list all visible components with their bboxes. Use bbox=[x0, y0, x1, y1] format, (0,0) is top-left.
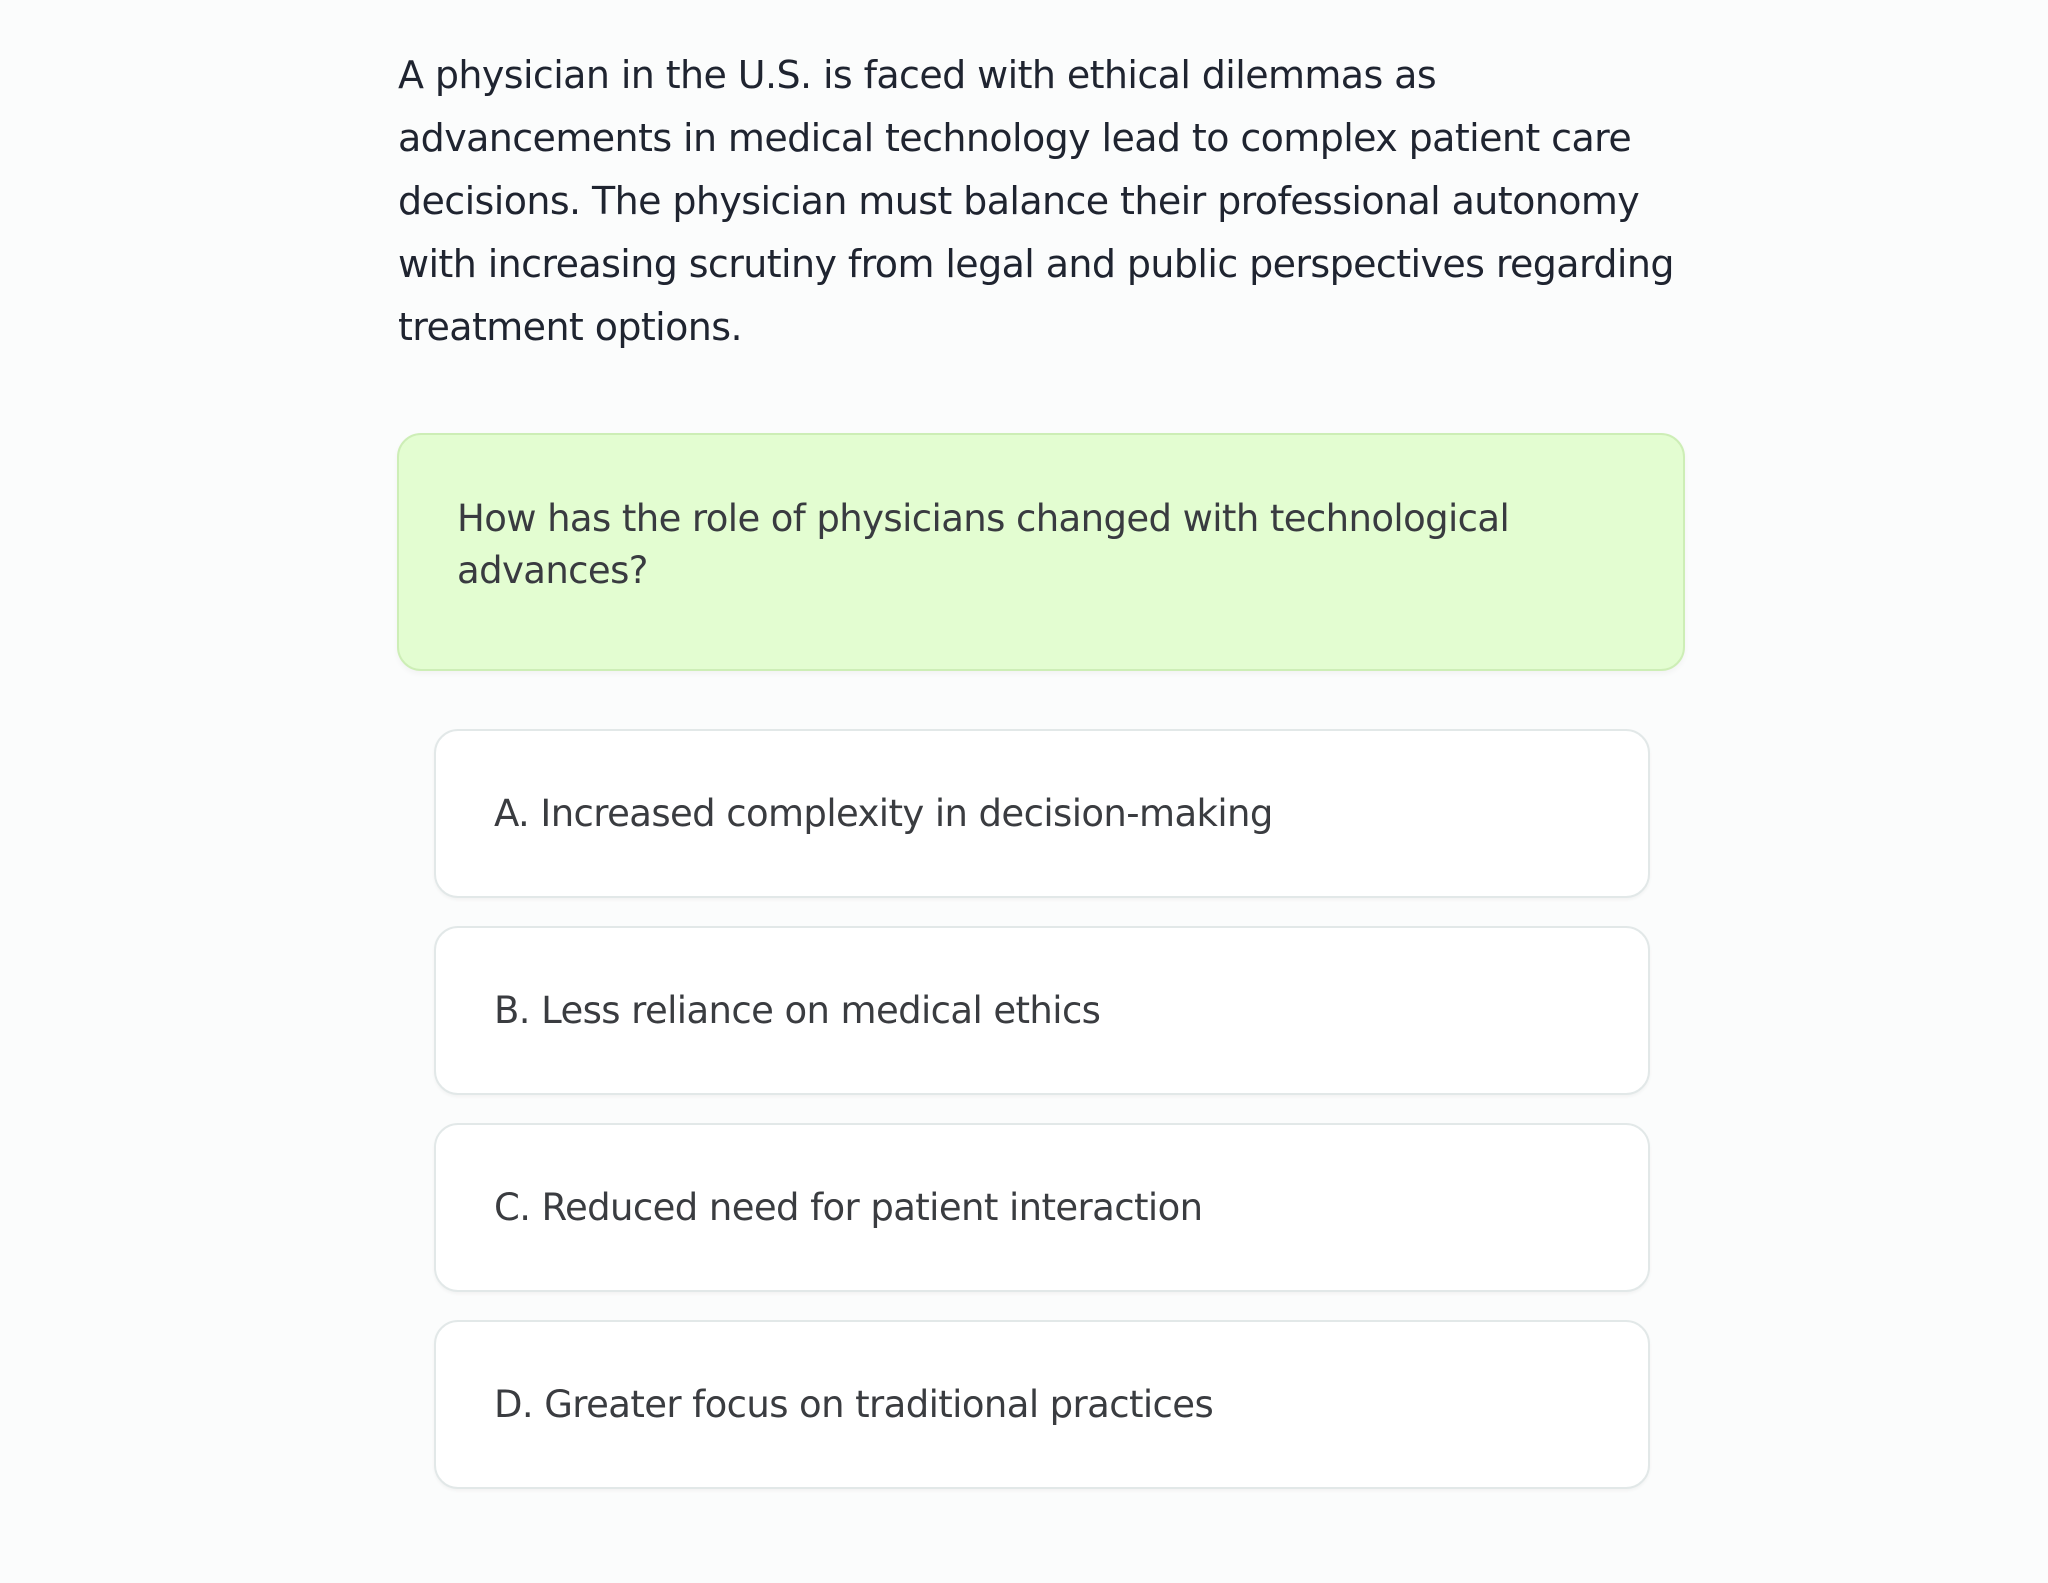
option-d[interactable] bbox=[434, 1320, 1650, 1489]
option-b[interactable] bbox=[434, 926, 1650, 1095]
option-a-label: A. Increased complexity in decision-making bbox=[494, 792, 1273, 835]
question-card bbox=[397, 433, 1685, 671]
question-text: How has the role of physicians changed with technological advances? bbox=[457, 497, 1510, 592]
option-b-label: B. Less reliance on medical ethics bbox=[494, 989, 1101, 1032]
option-d-label: D. Greater focus on traditional practices bbox=[494, 1383, 1214, 1426]
passage-text: A physician in the U.S. is faced with ethical dilemmas as advancements in medical technology lead to complex patient care decisions. The physician must balance their professional autonomy with increasing scrutiny from legal and public perspectives regarding treatment options. bbox=[398, 53, 1674, 349]
option-c[interactable] bbox=[434, 1123, 1650, 1292]
answer-options bbox=[434, 729, 1650, 1517]
option-c-label: C. Reduced need for patient interaction bbox=[494, 1186, 1203, 1229]
option-a[interactable] bbox=[434, 729, 1650, 898]
